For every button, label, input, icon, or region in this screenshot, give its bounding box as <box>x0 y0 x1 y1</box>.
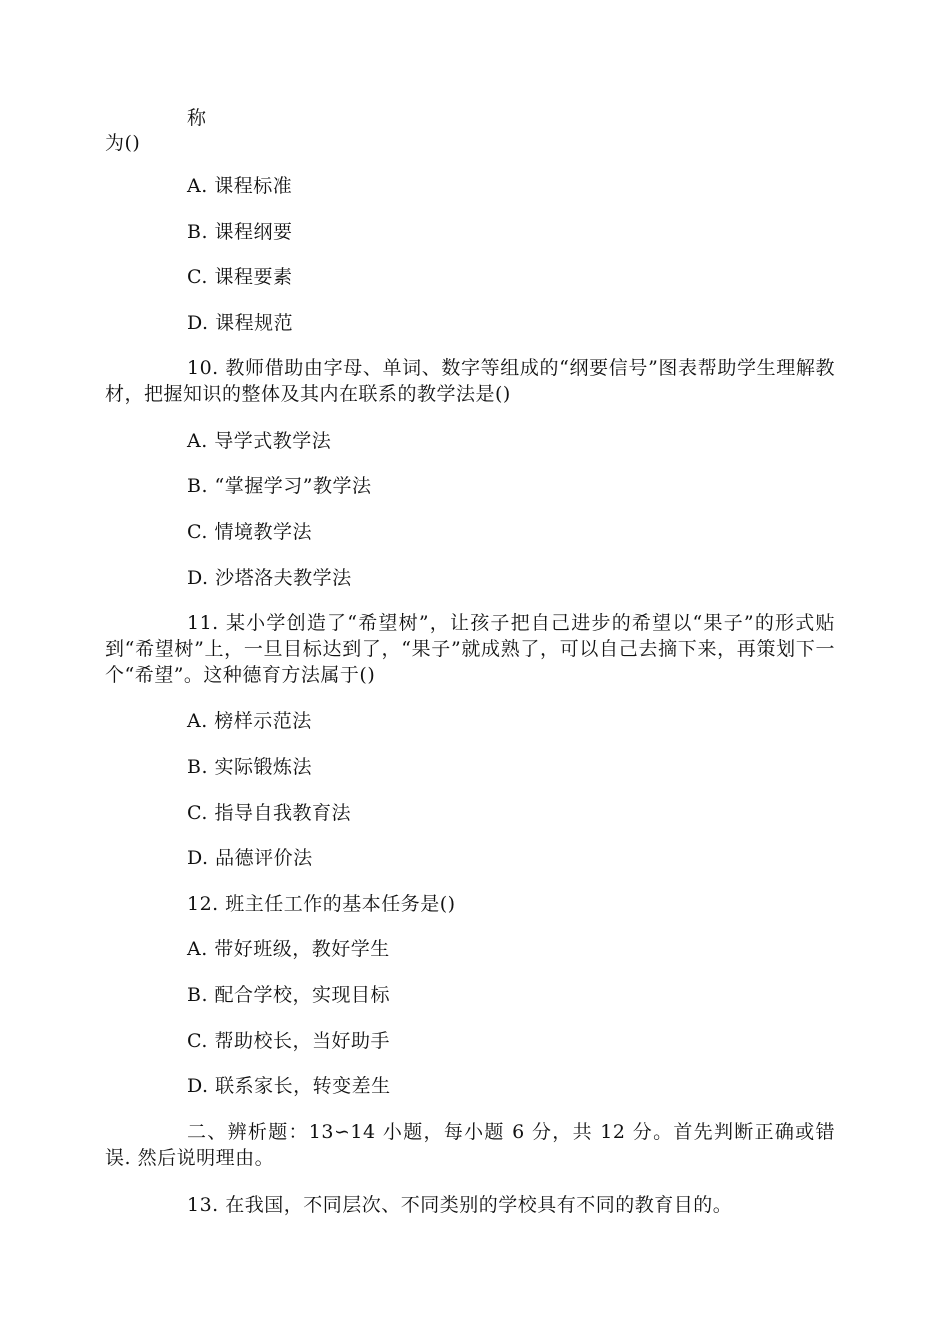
question-12-stem: 12. 班主任工作的基本任务是() <box>187 893 456 915</box>
question-10-option-d: D. 沙塔洛夫教学法 <box>187 567 352 589</box>
question-11-stem: 11. 某小学创造了“希望树”，让孩子把自己进步的希望以“果子”的形式贴到“希望树”上，一旦目标达到了，“果子”就成熟了，可以自己去摘下来，再策划下一个“希望”。这种德育方法属于() <box>105 612 835 686</box>
question-9-tail-line-2: 为() <box>105 132 141 154</box>
question-10-option-a: A. 导学式教学法 <box>187 430 332 452</box>
question-9-option-b: B. 课程纲要 <box>187 221 293 243</box>
question-10-stem: 10. 教师借助由字母、单词、数字等组成的“纲要信号”图表帮助学生理解教材，把握知识的整体及其内在联系的教学法是() <box>105 357 835 405</box>
question-11-option-a: A. 榜样示范法 <box>187 710 312 732</box>
question-12-option-b: B. 配合学校，实现目标 <box>187 984 391 1006</box>
question-9-tail-line-1: 称 <box>187 107 207 129</box>
question-12-option-c: C. 帮助校长，当好助手 <box>187 1030 390 1052</box>
question-13-stem: 13. 在我国，不同层次、不同类别的学校具有不同的教育目的。 <box>187 1194 733 1216</box>
question-11-option-d: D. 品德评价法 <box>187 847 313 869</box>
question-10-option-c: C. 情境教学法 <box>187 521 312 543</box>
question-12-option-d: D. 联系家长，转变差生 <box>187 1075 391 1097</box>
question-11-option-b: B. 实际锻炼法 <box>187 756 313 778</box>
question-9-option-c: C. 课程要素 <box>187 266 293 288</box>
question-9-option-a: A. 课程标准 <box>187 175 293 197</box>
section-2-heading: 二、辨析题：13∽14 小题，每小题 6 分，共 12 分。首先判断正确或错误. 然后说明理由。 <box>105 1121 835 1169</box>
question-11-option-c: C. 指导自我教育法 <box>187 802 351 824</box>
question-10-option-b: B. “掌握学习”教学法 <box>187 475 372 497</box>
question-12-option-a: A. 带好班级，教好学生 <box>187 938 390 960</box>
question-9-option-d: D. 课程规范 <box>187 312 294 334</box>
